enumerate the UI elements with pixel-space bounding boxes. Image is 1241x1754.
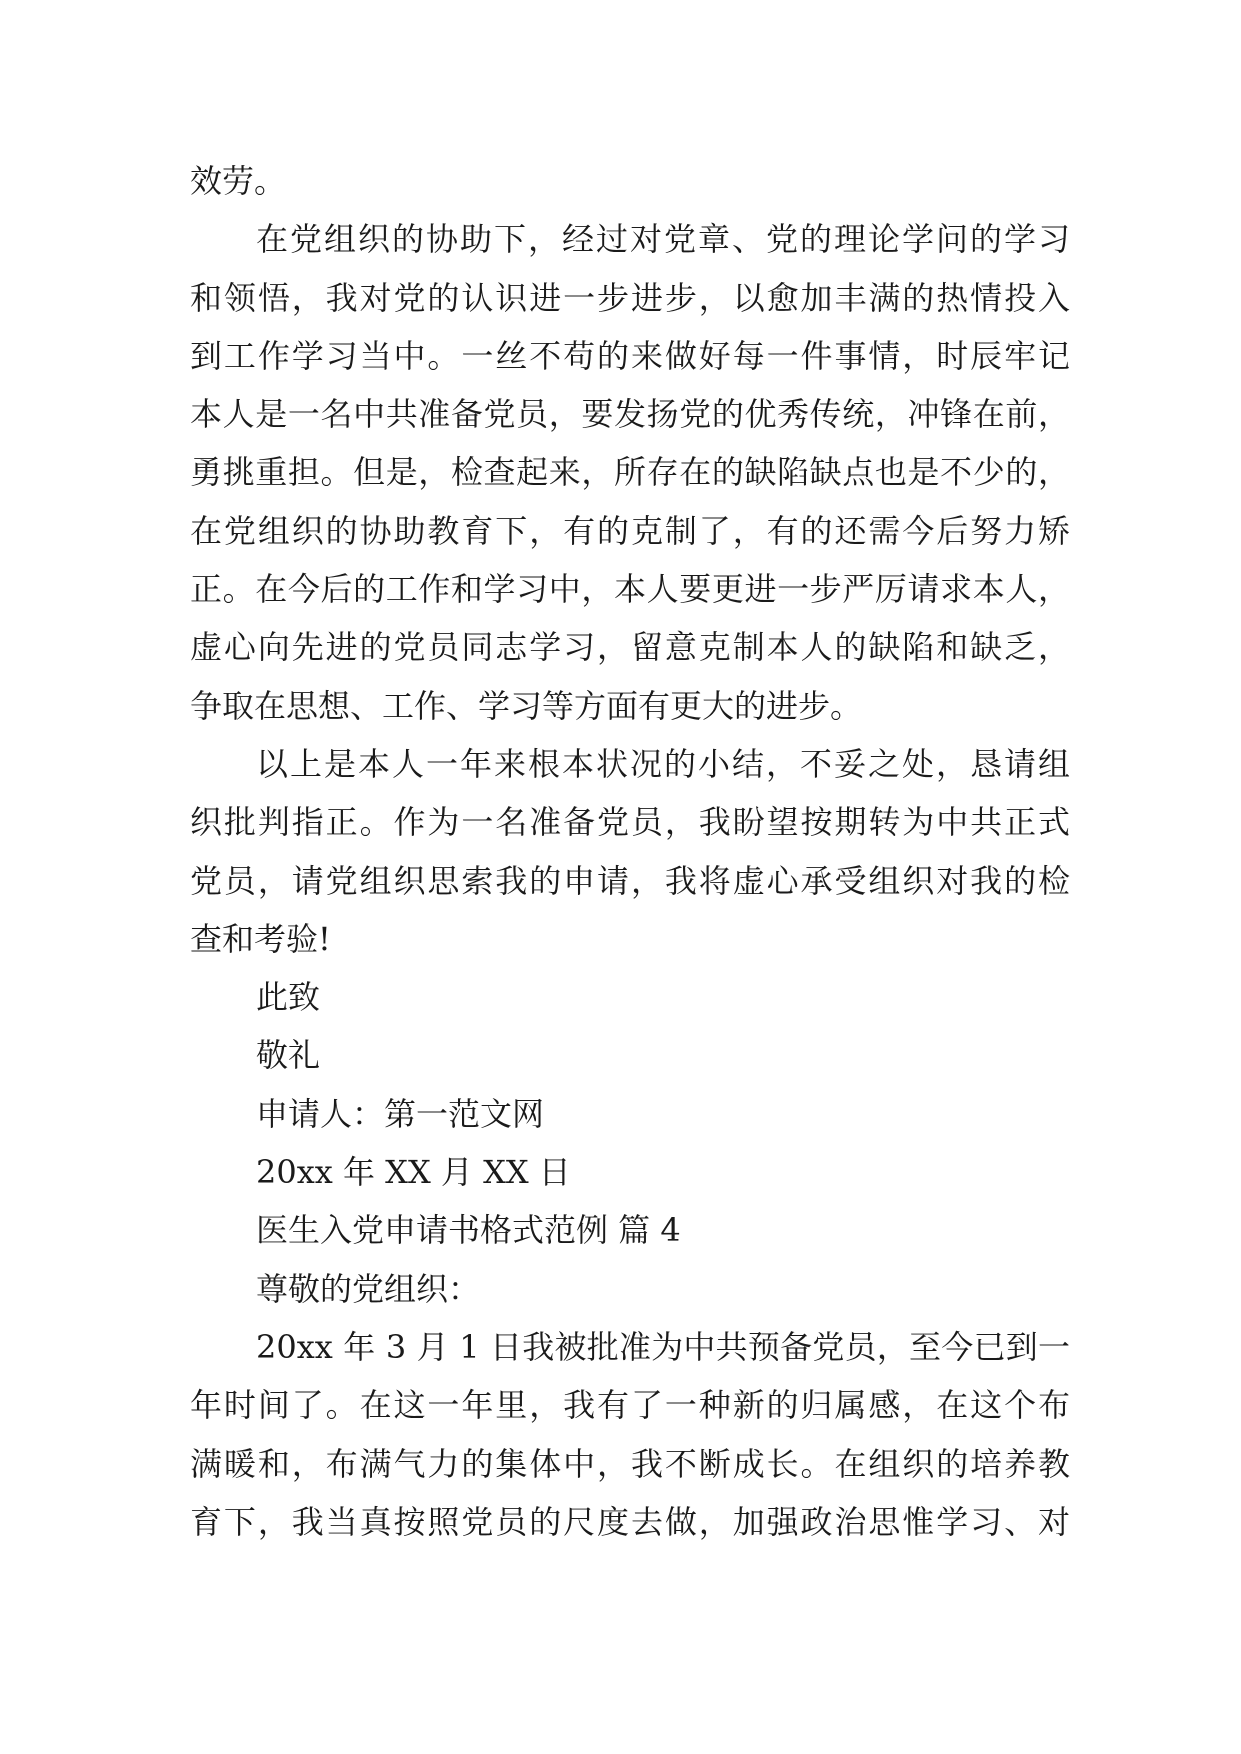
text-line: 育下，我当真按照党员的尺度去做，加强政治思惟学习、对 bbox=[190, 1502, 1070, 1541]
text-line: 虚心向先进的党员同志学习，留意克制本人的缺陷和缺乏， bbox=[190, 628, 1070, 667]
text-line: 本人是一名中共准备党员，要发扬党的优秀传统，冲锋在前， bbox=[190, 395, 1070, 434]
text-line: 在党组织的协助下，经过对党章、党的理论学问的学习 bbox=[256, 220, 1070, 259]
text-line: 申请人：第一范文网 bbox=[256, 1094, 545, 1133]
text-line: 织批判指正。作为一名准备党员，我盼望按期转为中共正式 bbox=[190, 803, 1070, 842]
text-line: 尊敬的党组织： bbox=[256, 1269, 481, 1308]
text-line: 以上是本人一年来根本状况的小结，不妥之处，恳请组 bbox=[256, 744, 1070, 783]
text-line: 满暖和，布满气力的集体中，我不断成长。在组织的培养教 bbox=[190, 1444, 1070, 1483]
text-line: 20xx 年 XX 月 XX 日 bbox=[256, 1153, 571, 1192]
text-line: 效劳。 bbox=[190, 162, 287, 200]
text-line: 年时间了。在这一年里，我有了一种新的归属感，在这个布 bbox=[190, 1386, 1070, 1425]
text-line: 正。在今后的工作和学习中，本人要更进一步严厉请求本人， bbox=[190, 570, 1070, 609]
text-line: 党员，请党组织思索我的申请，我将虚心承受组织对我的检 bbox=[190, 861, 1070, 900]
text-line: 敬礼 bbox=[256, 1036, 321, 1075]
text-line: 20xx 年 3 月 1 日我被批准为中共预备党员，至今已到一 bbox=[256, 1327, 1070, 1366]
text-line: 此致 bbox=[256, 978, 321, 1017]
text-line: 争取在思想、工作、学习等方面有更大的进步。 bbox=[190, 686, 863, 725]
text-line: 医生入党申请书格式范例 篇 4 bbox=[256, 1211, 681, 1250]
text-line: 勇挑重担。但是，检查起来，所存在的缺陷缺点也是不少的， bbox=[190, 453, 1070, 492]
text-line: 和领悟，我对党的认识进一步进步，以愈加丰满的热情投入 bbox=[190, 278, 1070, 317]
document-body bbox=[190, 152, 1070, 1551]
text-line: 在党组织的协助教育下，有的克制了，有的还需今后努力矫 bbox=[190, 511, 1070, 550]
text-line: 查和考验! bbox=[190, 919, 331, 958]
text-line: 到工作学习当中。一丝不苟的来做好每一件事情，时辰牢记 bbox=[190, 336, 1070, 375]
